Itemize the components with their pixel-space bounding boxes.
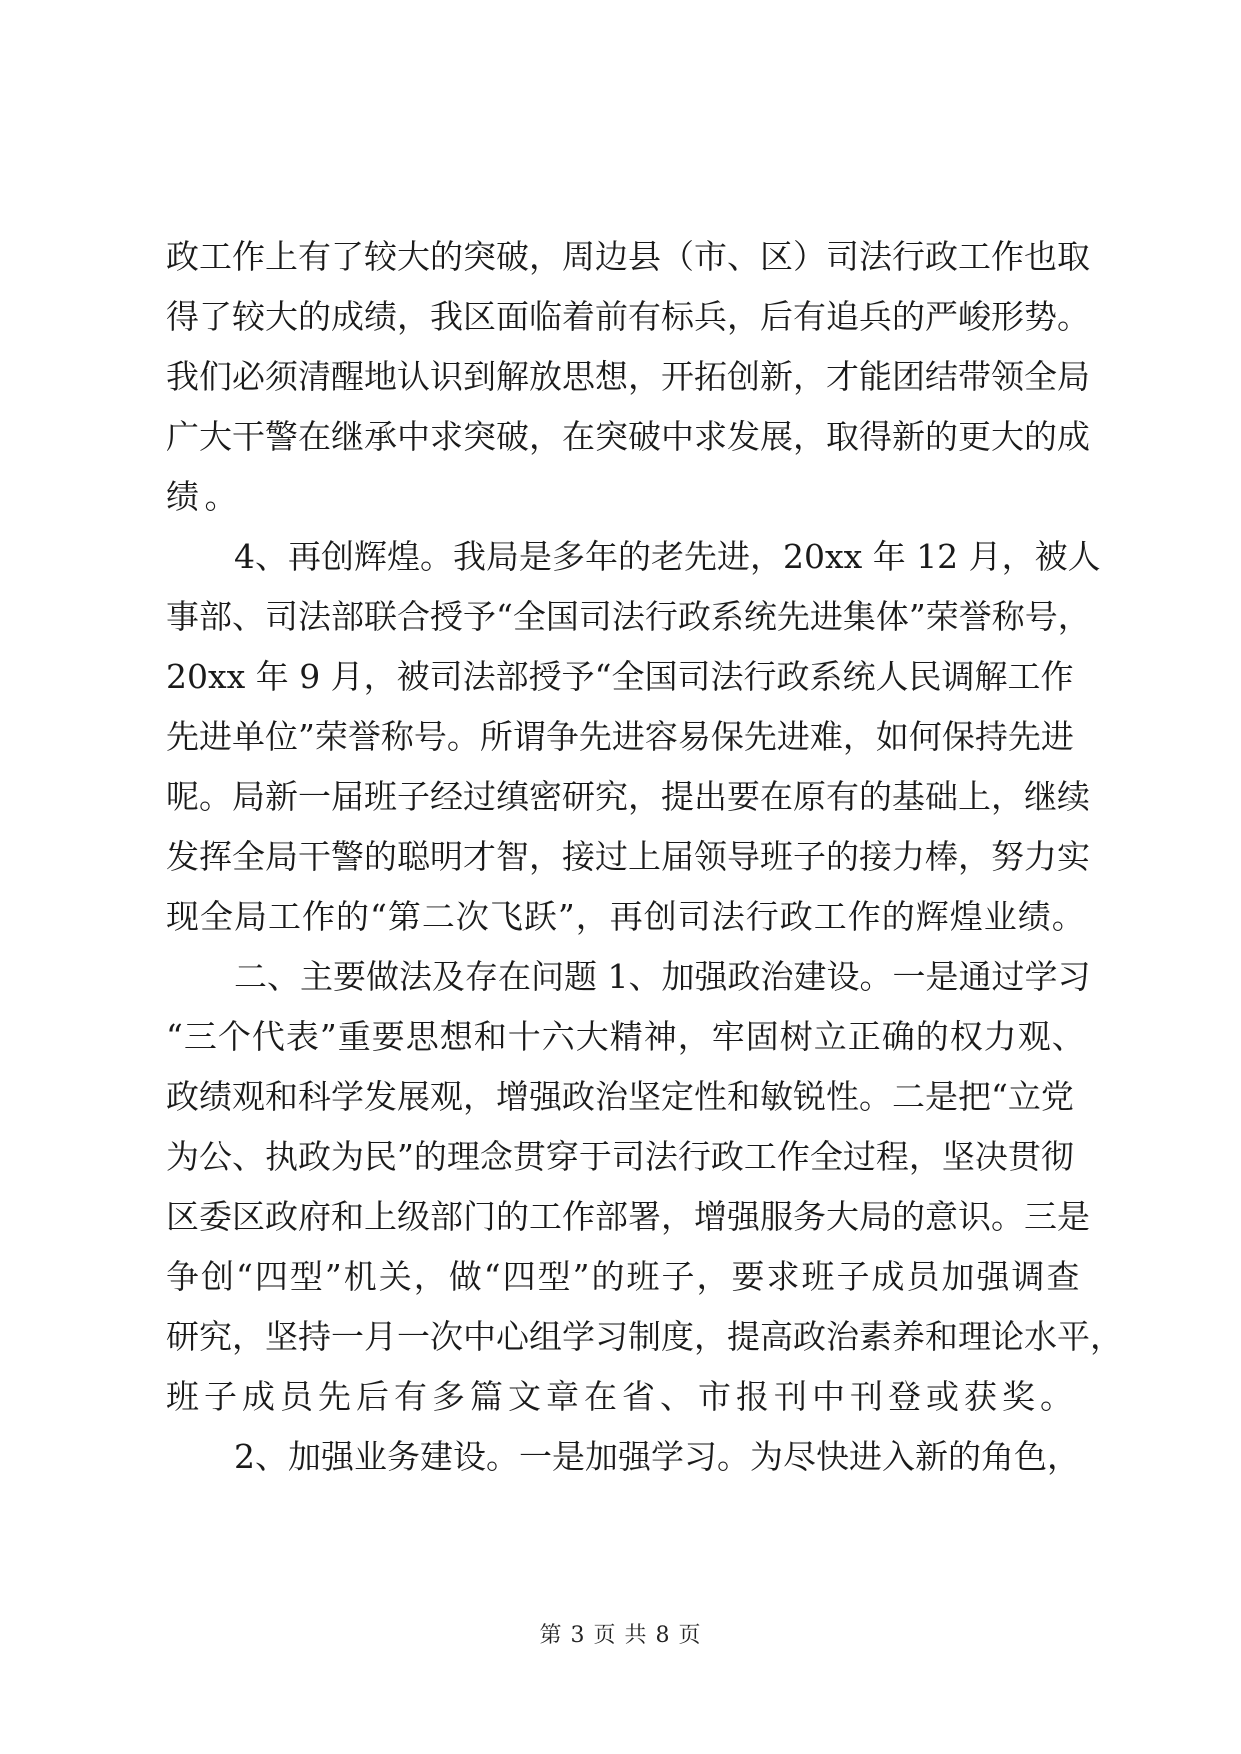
paragraph-start-line: 二、主要做法及存在问题 1、加强政治建设。一是通过学习 — [234, 957, 1091, 996]
text-line: 广大干警在继承中求突破，在突破中求发展，取得新的更大的成 — [166, 417, 1090, 456]
paragraph-start-line: 4、再创辉煌。我局是多年的老先进，20xx 年 12 月，被人 — [234, 537, 1101, 576]
text-line: 政绩观和科学发展观，增强政治坚定性和敏锐性。二是把“立党 — [166, 1077, 1074, 1116]
text-line: 我们必须清醒地认识到解放思想，开拓创新，才能团结带领全局 — [166, 357, 1090, 396]
text-line: 20xx 年 9 月，被司法部授予“全国司法行政系统人民调解工作 — [166, 657, 1074, 696]
text-line: 绩。 — [166, 477, 243, 516]
text-line: 发挥全局干警的聪明才智，接过上届领导班子的接力棒，努力实 — [166, 837, 1090, 876]
text-line: 得了较大的成绩，我区面临着前有标兵，后有追兵的严峻形势。 — [166, 297, 1090, 336]
text-line: 区委区政府和上级部门的工作部署，增强服务大局的意识。三是 — [166, 1197, 1090, 1236]
text-line: “三个代表”重要思想和十六大精神，牢固树立正确的权力观、 — [166, 1017, 1086, 1056]
page-footer: 第 3 页 共 8 页 — [539, 1623, 702, 1648]
paragraph-start-line: 2、加强业务建设。一是加强学习。为尽快进入新的角色， — [234, 1437, 1080, 1476]
text-line: 政工作上有了较大的突破，周边县（市、区）司法行政工作也取 — [166, 237, 1090, 276]
text-line: 为公、执政为民”的理念贯穿于司法行政工作全过程，坚决贯彻 — [166, 1137, 1074, 1176]
text-line: 呢。局新一届班子经过缜密研究，提出要在原有的基础上，继续 — [166, 777, 1090, 816]
text-line: 班子成员先后有多篇文章在省、市报刊中刊登或获奖。 — [166, 1377, 1078, 1416]
text-line: 争创“四型”机关，做“四型”的班子，要求班子成员加强调查 — [166, 1257, 1082, 1296]
text-line: 先进单位”荣誉称号。所谓争先进容易保先进难，如何保持先进 — [166, 717, 1074, 756]
document-body — [166, 227, 1123, 1487]
text-line: 研究，坚持一月一次中心组学习制度，提高政治素养和理论水平， — [166, 1317, 1123, 1356]
text-line: 事部、司法部联合授予“全国司法行政系统先进集体”荣誉称号， — [166, 597, 1091, 636]
text-line: 现全局工作的“第二次飞跃”，再创司法行政工作的辉煌业绩。 — [166, 897, 1086, 936]
